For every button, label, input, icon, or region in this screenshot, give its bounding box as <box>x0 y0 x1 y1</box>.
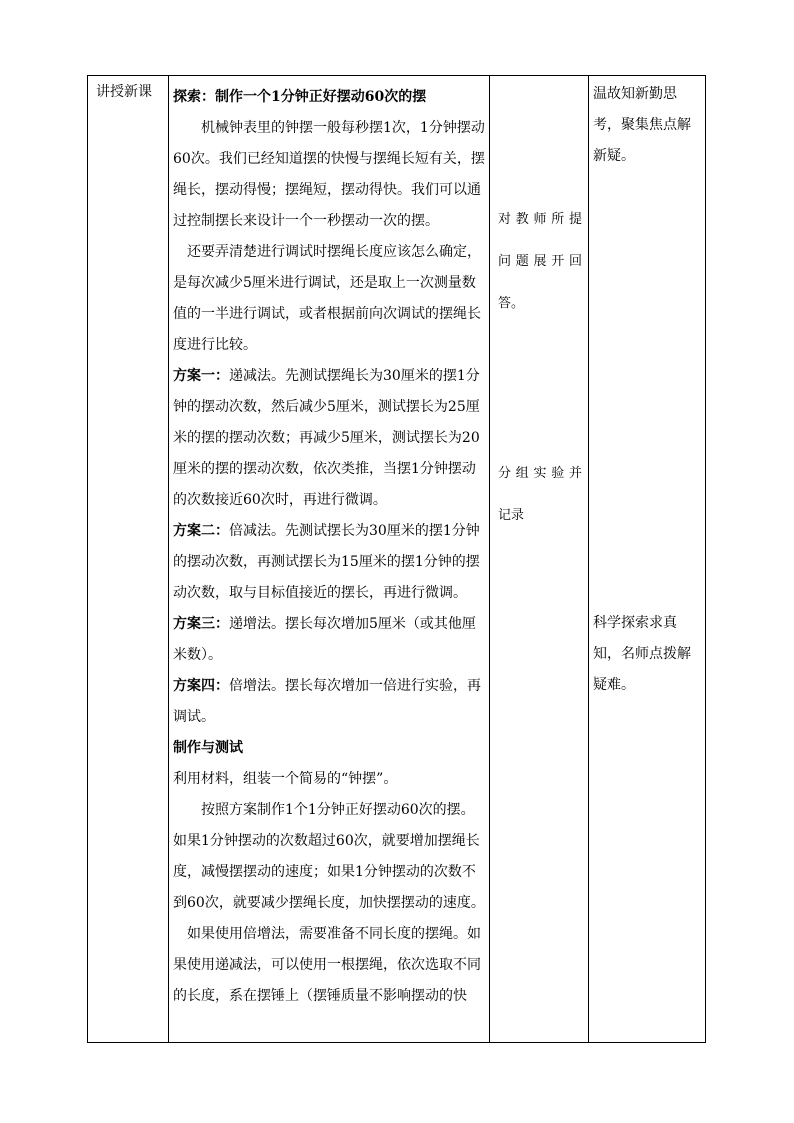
lesson-plan-table <box>87 75 706 1043</box>
activity-line: 记录 <box>498 508 525 523</box>
content-title: 探索：制作一个1分钟正好摆动60次的摆 <box>173 89 427 105</box>
activity-line: 分组实验并 <box>498 466 582 481</box>
intro-paragraph: 机械钟表里的钟摆一般每秒摆1次，1分钟摆动60次。我们已经知道摆的快慢与摆绳长短有关，摆绳长，摆动得慢；摆绳短，摆动得快。我们可以通过控制摆长来设计一个一秒摆动一次的摆。 <box>173 120 485 229</box>
activity-line: 答。 <box>498 296 525 311</box>
materials-line: 利用材料，组装一个简易的“钟摆”。 <box>173 771 398 787</box>
intro-paragraph: 还要弄清楚进行调试时摆绳长度应该怎么确定，是每次减少5厘米进行调试，还是取上一次测量数值的一半进行调试，或者根据前向次调试的摆绳长度进行比较。 <box>173 244 481 353</box>
student-activity-answer <box>498 199 582 325</box>
plan-text: 递增法。摆长每次增加5厘米（或其他厘米数）。 <box>173 616 476 663</box>
plan-name: 方案三： <box>173 616 229 632</box>
plan-paragraph <box>173 516 486 609</box>
plan-name: 方案一： <box>173 368 229 384</box>
plan-paragraph <box>173 361 486 516</box>
student-activity-experiment <box>498 453 582 537</box>
plan-text: 倍减法。先测试摆长为30厘米的摆1分钟的摆动次数，再测试摆长为15厘米的摆1分钟的摆动次数，取与目标值接近的摆长，再进行微调。 <box>173 523 480 601</box>
subheading: 制作与测试 <box>173 740 243 756</box>
section-label: 讲授新课 <box>96 84 152 100</box>
section-cell <box>88 76 168 1042</box>
plan-paragraph <box>173 609 486 671</box>
plan-name: 方案四： <box>173 678 229 694</box>
plan-paragraph <box>173 671 486 733</box>
plan-text: 递减法。先测试摆绳长为30厘米的摆1分钟的摆动次数，然后减少5厘米，测试摆长为25厘米的摆的摆动次数；再减少5厘米，测试摆长为20厘米的摆的摆动次数，依次类推，当摆1分钟摆动的次数接近60次时，再进行微调。 <box>173 368 480 508</box>
design-intent-cell <box>589 76 705 1042</box>
procedure-paragraph: 如果使用倍增法，需要准备不同长度的摆绳。如果使用递减法，可以使用一根摆绳，依次选取不同的长度，系在摆锤上（摆锤质量不影响摆动的快 <box>173 926 481 1004</box>
student-activity-cell <box>490 76 588 1042</box>
teaching-content-cell <box>169 76 489 1042</box>
design-note: 温故知新勤思考，聚集焦点解新疑。 <box>593 86 691 164</box>
plan-text: 倍增法。摆长每次增加一倍进行实验，再调试。 <box>173 678 481 725</box>
activity-line: 问题展开回 <box>498 254 582 269</box>
procedure-paragraph: 按照方案制作1个1分钟正好摆动60次的摆。如果1分钟摆动的次数超过60次，就要增加摆绳长度，减慢摆摆动的速度；如果1分钟摆动的次数不到60次，就要减少摆绳长度，加快摆摆动的速度。 <box>173 802 485 911</box>
teaching-content <box>173 82 486 1012</box>
activity-line: 对教师所提 <box>498 212 582 227</box>
design-note: 科学探索求真知，名师点拨解疑难。 <box>593 615 691 693</box>
plan-name: 方案二： <box>173 523 229 539</box>
